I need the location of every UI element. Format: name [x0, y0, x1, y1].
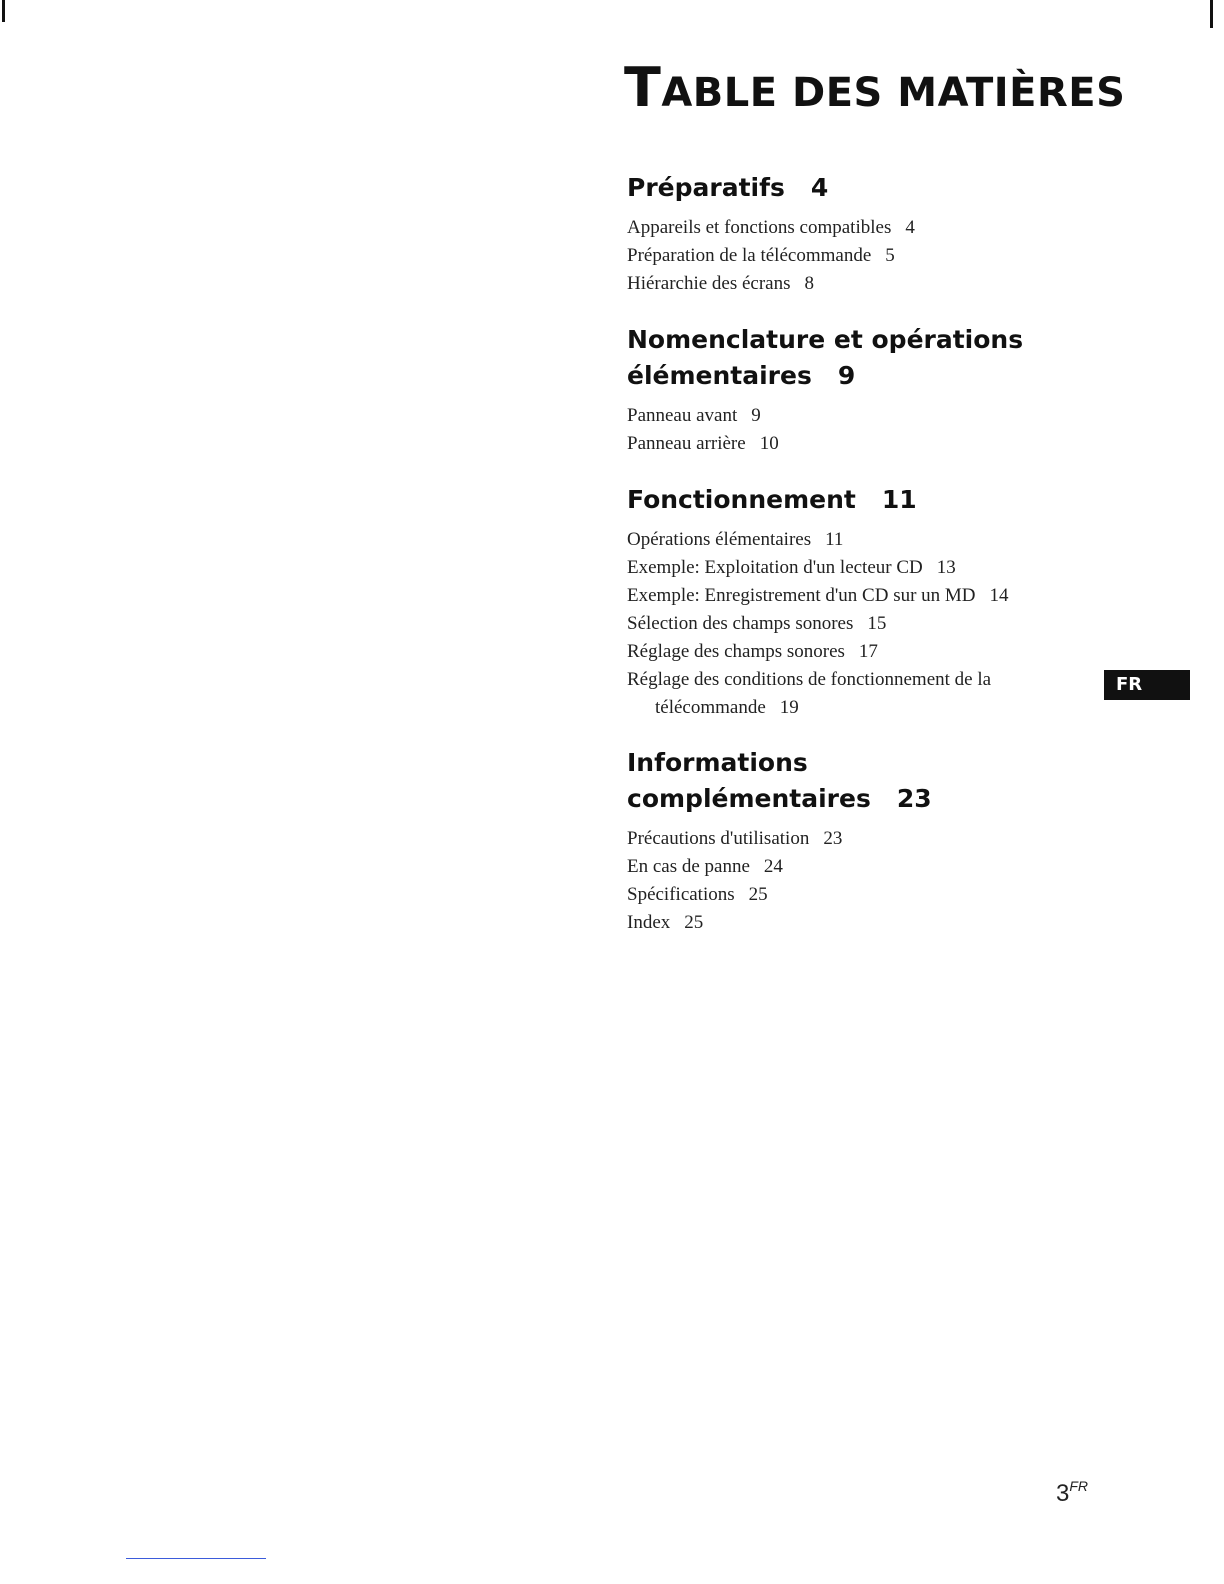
toc-entry-label: Exemple: Enregistrement d'un CD sur un MD: [627, 585, 976, 606]
page-number-value: 3: [1056, 1480, 1070, 1507]
toc-entry-label: Précautions d'utilisation: [627, 828, 810, 849]
section-page-number: 23: [896, 784, 932, 813]
footer-rule: [126, 1558, 266, 1559]
section-heading-label: Nomenclature et opérations élémentaires: [627, 325, 1024, 390]
toc-entry-page: 17: [858, 641, 878, 662]
page-title: [624, 56, 1125, 119]
toc-entry-page: 19: [779, 697, 799, 718]
scan-edge-mark-left: [2, 0, 5, 22]
page-number-suffix: FR: [1069, 1478, 1089, 1494]
toc-entry-page: 13: [936, 557, 956, 578]
toc-section-fonctionnement: [627, 482, 1072, 722]
section-page-number: 11: [881, 485, 917, 514]
toc-entry[interactable]: [627, 214, 1107, 242]
title-initial: T: [624, 56, 662, 119]
toc-entry-page: 24: [763, 856, 783, 877]
toc-entry-page: 25: [684, 912, 704, 933]
section-heading: [627, 322, 1047, 394]
toc-entry[interactable]: [627, 526, 1072, 554]
toc-section-nomenclature: [627, 322, 1047, 458]
toc-entry-page: 10: [759, 433, 779, 454]
toc-entry-label: En cas de panne: [627, 856, 750, 877]
toc-entry[interactable]: [627, 881, 1107, 909]
toc-entry[interactable]: [627, 610, 1072, 638]
toc-entry-label: Réglage des champs sonores: [627, 641, 845, 662]
section-heading-label: Fonctionnement: [627, 485, 856, 514]
toc-entry[interactable]: [627, 638, 1072, 666]
toc-section-preparatifs: [627, 170, 1107, 298]
toc-entry[interactable]: [627, 666, 1072, 722]
section-heading-label: Préparatifs: [627, 173, 785, 202]
toc-entry-label: Hiérarchie des écrans: [627, 273, 791, 294]
toc-entry-page: 9: [751, 405, 761, 426]
toc-entry[interactable]: [627, 825, 1107, 853]
scan-edge-mark-right: [1210, 0, 1213, 28]
page-number: [1056, 1478, 1088, 1508]
toc-entry[interactable]: [627, 554, 1072, 582]
section-heading: [627, 745, 1107, 817]
toc-entry-page: 14: [989, 585, 1009, 606]
toc-entry-label: Opérations élémentaires: [627, 529, 812, 550]
toc-entry-label: Spécifications: [627, 884, 735, 905]
toc-entry-page: 23: [823, 828, 843, 849]
toc-entry[interactable]: [627, 430, 1047, 458]
section-heading: [627, 170, 1107, 206]
toc-entry-label: Préparation de la télécommande: [627, 245, 872, 266]
toc-entry[interactable]: [627, 402, 1047, 430]
toc-entry[interactable]: [627, 270, 1107, 298]
toc-entry-label: Index: [627, 912, 671, 933]
toc-entry-page: 11: [825, 529, 844, 550]
toc-entry-page: 15: [867, 613, 887, 634]
toc-entry-page: 25: [748, 884, 768, 905]
toc-entry-page: 8: [804, 273, 815, 294]
toc-entry-label: Panneau arrière: [627, 433, 746, 454]
toc-entry-page: 5: [885, 245, 895, 266]
toc-entry[interactable]: [627, 582, 1072, 610]
toc-entry[interactable]: [627, 242, 1107, 270]
section-heading-label: Informations complémentaires: [627, 748, 871, 813]
section-page-number: 4: [810, 173, 829, 202]
title-rest: ABLE DES MATIÈRES: [661, 70, 1126, 116]
toc-entry[interactable]: [627, 909, 1107, 937]
toc-entry[interactable]: [627, 853, 1107, 881]
language-tab: FR: [1104, 670, 1190, 700]
toc-entry-label: Appareils et fonctions compatibles: [627, 217, 892, 238]
toc-entry-page: 4: [905, 217, 915, 238]
toc-entry-label: Panneau avant: [627, 405, 738, 426]
section-page-number: 9: [837, 361, 856, 390]
toc-section-informations: [627, 745, 1107, 937]
toc-entry-label: Sélection des champs sonores: [627, 613, 854, 634]
section-heading: [627, 482, 1072, 518]
toc-entry-label: Réglage des conditions de fonctionnement de la télécommande: [627, 669, 992, 718]
toc-entry-label: Exemple: Exploitation d'un lecteur CD: [627, 557, 923, 578]
